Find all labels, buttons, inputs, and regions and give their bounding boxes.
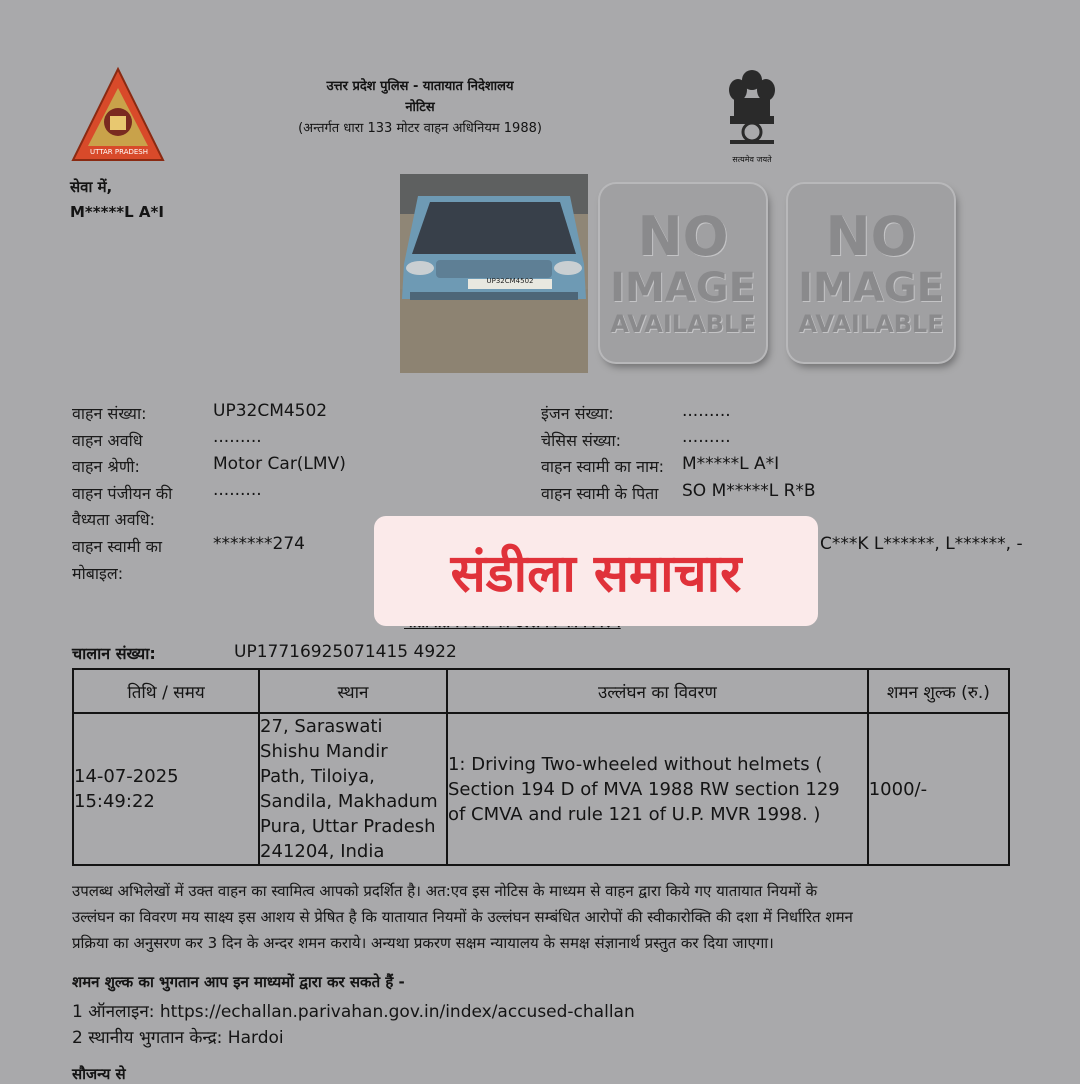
location-line: 27, Saraswati xyxy=(260,716,383,737)
engine-number-label: इंजन संख्या: xyxy=(541,404,614,423)
vehicle-age-value: ......... xyxy=(213,427,262,447)
traffic-directorate-logo xyxy=(70,66,166,162)
online-label: 1 ऑनलाइन: xyxy=(72,1002,155,1022)
notice-paragraph xyxy=(72,878,1012,956)
cell-violation xyxy=(447,713,868,865)
vehicle-photo xyxy=(400,174,588,373)
challan-number-value: UP17716925071415 4922 xyxy=(234,642,457,662)
violation-line: Section 194 D of MVA 1988 RW section 129 xyxy=(447,778,840,800)
table-header-row xyxy=(73,669,1009,713)
news-watermark-banner xyxy=(374,516,818,626)
violation-line: of CMVA and rule 121 of U.P. MVR 1998. ) xyxy=(447,803,821,825)
violation-line: 1: Driving Two-wheeled without helmets ( xyxy=(447,753,823,775)
local-label: 2 स्थानीय भुगतान केन्द्र: xyxy=(72,1028,223,1048)
emblem-motto: सत्यमेव जयते xyxy=(732,155,772,164)
vehicle-category-value: Motor Car(LMV) xyxy=(213,454,346,474)
header-subtitle: नोटिस xyxy=(405,100,435,115)
vehicle-number-value: UP32CM4502 xyxy=(213,401,328,421)
header-title: उत्तर प्रदेश पुलिस - यातायात निदेशालय xyxy=(326,79,514,94)
violation-date: 14-07-2025 xyxy=(74,766,179,787)
vehicle-number-label: वाहन संख्या: xyxy=(72,404,147,423)
paragraph-line: उल्लंघन का विवरण मय साक्ष्य इस आशय से प्रेषित है कि यातायात नियमों के उल्लंघन सम्बंधित आरोपों की स्वीकारोक्ति की दशा में निर्धारित शमन xyxy=(72,908,853,926)
violation-time: 15:49:22 xyxy=(74,791,155,812)
online-payment-link[interactable]: https://echallan.parivahan.gov.in/index/accused-challan xyxy=(159,1002,635,1022)
recipient-salutation: सेवा में, xyxy=(70,178,113,196)
cell-fine: 1000/- xyxy=(868,713,1009,865)
cell-location xyxy=(259,713,447,865)
location-line: Path, Tiloiya, xyxy=(260,766,375,787)
challan-number-label: चालान संख्या: xyxy=(72,644,156,663)
number-plate: UP32CM4502 xyxy=(486,277,534,285)
payment-local xyxy=(72,1025,284,1048)
violation-table xyxy=(72,668,1010,866)
no-image-placeholder: NO IMAGE AVAILABLE xyxy=(788,184,954,362)
col-header-datetime: तिथि / समय xyxy=(73,669,259,713)
notice-header xyxy=(250,76,590,139)
owner-mobile-value: *******274 xyxy=(213,534,305,554)
chassis-number-label: चेसिस संख्या: xyxy=(541,431,622,450)
owner-name-value: M*****L A*I xyxy=(682,454,780,474)
registration-validity-label-2: वैध्यता अवधि: xyxy=(72,510,156,529)
location-line: Shishu Mandir xyxy=(260,741,388,762)
col-header-violation: उल्लंघन का विवरण xyxy=(447,669,868,713)
owner-father-label: वाहन स्वामी के पिता xyxy=(541,484,659,503)
paragraph-line: प्रक्रिया का अनुसरण कर 3 दिन के अन्दर शमन कराये। अन्यथा प्रकरण सक्षम न्यायालय के समक्ष संज्ञानार्थ प्रस्तुत कर दिया जाएगा। xyxy=(72,934,774,952)
owner-name-label: वाहन स्वामी का नाम: xyxy=(541,457,665,476)
col-header-location: स्थान xyxy=(259,669,447,713)
owner-father-value: SO M*****L R*B xyxy=(682,481,816,501)
location-line: Sandila, Makhadum xyxy=(260,791,438,812)
national-emblem xyxy=(722,64,782,164)
table-row xyxy=(73,713,1009,865)
engine-number-value: ......... xyxy=(682,401,731,421)
cell-datetime xyxy=(73,713,259,865)
payment-online xyxy=(72,999,635,1022)
owner-mobile-label-2: मोबाइल: xyxy=(72,564,124,583)
no-image-placeholder: NO IMAGE AVAILABLE xyxy=(600,184,766,362)
recipient-name: M*****L A*I xyxy=(70,203,164,221)
logo-bottom-text: UTTAR PRADESH xyxy=(90,148,148,156)
courtesy-footer: सौजन्य से xyxy=(72,1065,126,1083)
col-header-fine: शमन शुल्क (रु.) xyxy=(868,669,1009,713)
location-line: 241204, India xyxy=(260,841,385,862)
registration-validity-value: ......... xyxy=(213,480,262,500)
chassis-number-value: ......... xyxy=(682,427,731,447)
registration-validity-label: वाहन पंजीयन की xyxy=(72,484,173,503)
vehicle-age-label: वाहन अवधि xyxy=(72,431,143,450)
local-center-value: Hardoi xyxy=(227,1028,284,1048)
banner-text: संडीला समाचार xyxy=(450,543,742,604)
owner-address-partial: C***K L******, L******, - xyxy=(820,534,1023,554)
header-act: (अन्तर्गत धारा 133 मोटर वाहन अधिनियम 1988) xyxy=(298,121,542,136)
paragraph-line: उपलब्ध अभिलेखों में उक्त वाहन का स्वामित्व आपको प्रदर्शित है। अत:एव इस नोटिस के माध्यम से वाहन द्वारा किये गए यातायात नियमों के xyxy=(72,882,818,900)
vehicle-category-label: वाहन श्रेणी: xyxy=(72,457,140,476)
payment-heading: शमन शुल्क का भुगतान आप इन माध्यमों द्वारा कर सकते हैं - xyxy=(72,973,405,991)
owner-mobile-label: वाहन स्वामी का xyxy=(72,537,162,556)
location-line: Pura, Uttar Pradesh xyxy=(260,816,436,837)
